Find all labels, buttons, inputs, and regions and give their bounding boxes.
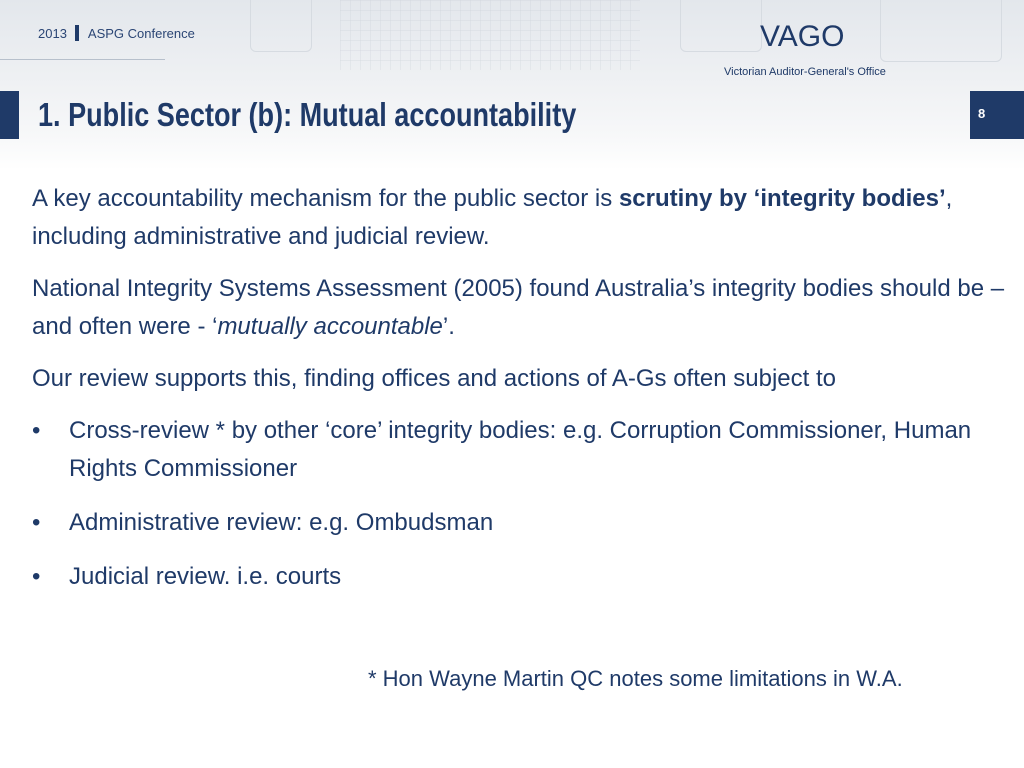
bullet-list xyxy=(32,412,1007,596)
vago-logo: VAGO xyxy=(760,20,845,53)
paragraph-1 xyxy=(32,180,1007,256)
bullet-dot: • xyxy=(32,417,41,444)
list-item-text: Administrative review: e.g. Ombudsman xyxy=(69,509,494,536)
decorative-arch xyxy=(880,0,1002,62)
paragraph-2-text-end: ’. xyxy=(442,313,455,340)
list-item xyxy=(32,504,1007,542)
conference-name: ASPG Conference xyxy=(87,25,195,41)
page-number: 8 xyxy=(978,106,986,121)
list-item xyxy=(32,412,1007,488)
list-item-text: Judicial review. i.e. courts xyxy=(69,563,342,590)
paragraph-1-bold: scrutiny by ‘integrity bodies’ xyxy=(618,185,946,212)
paragraph-2-text: National Integrity Systems Assessment (2005) found Australia’s integrity bodies should be – and often were - ‘ xyxy=(32,275,1005,340)
decorative-grid xyxy=(340,0,640,70)
paragraph-1-text-end: , including administrative and judicial review. xyxy=(32,185,953,250)
bullet-dot: • xyxy=(32,563,41,590)
conference-label xyxy=(38,25,195,41)
header-divider xyxy=(0,59,165,60)
decorative-arch xyxy=(250,0,312,52)
paragraph-1-text: A key accountability mechanism for the public sector is xyxy=(32,185,619,212)
page-number-badge xyxy=(970,91,1024,139)
paragraph-2-italic: mutually accountable xyxy=(217,313,443,340)
paragraph-2 xyxy=(32,270,1007,346)
slide-title: 1. Public Sector (b): Mutual accountability xyxy=(38,96,577,133)
separator-bar xyxy=(75,25,79,41)
title-accent-block xyxy=(0,91,19,139)
list-item-text: Cross-review * by other ‘core’ integrity bodies: e.g. Corruption Commissioner, Human Rights Commissioner xyxy=(69,417,972,482)
slide-content xyxy=(32,180,1007,612)
bullet-dot: • xyxy=(32,509,41,536)
footnote: * Hon Wayne Martin QC notes some limitations in W.A. xyxy=(368,666,903,691)
decorative-arch xyxy=(680,0,762,52)
paragraph-3: Our review supports this, finding offices and actions of A-Gs often subject to xyxy=(32,365,836,392)
conference-year: 2013 xyxy=(38,25,67,41)
list-item xyxy=(32,558,1007,596)
logo-subtitle: Victorian Auditor-General's Office xyxy=(724,66,886,78)
